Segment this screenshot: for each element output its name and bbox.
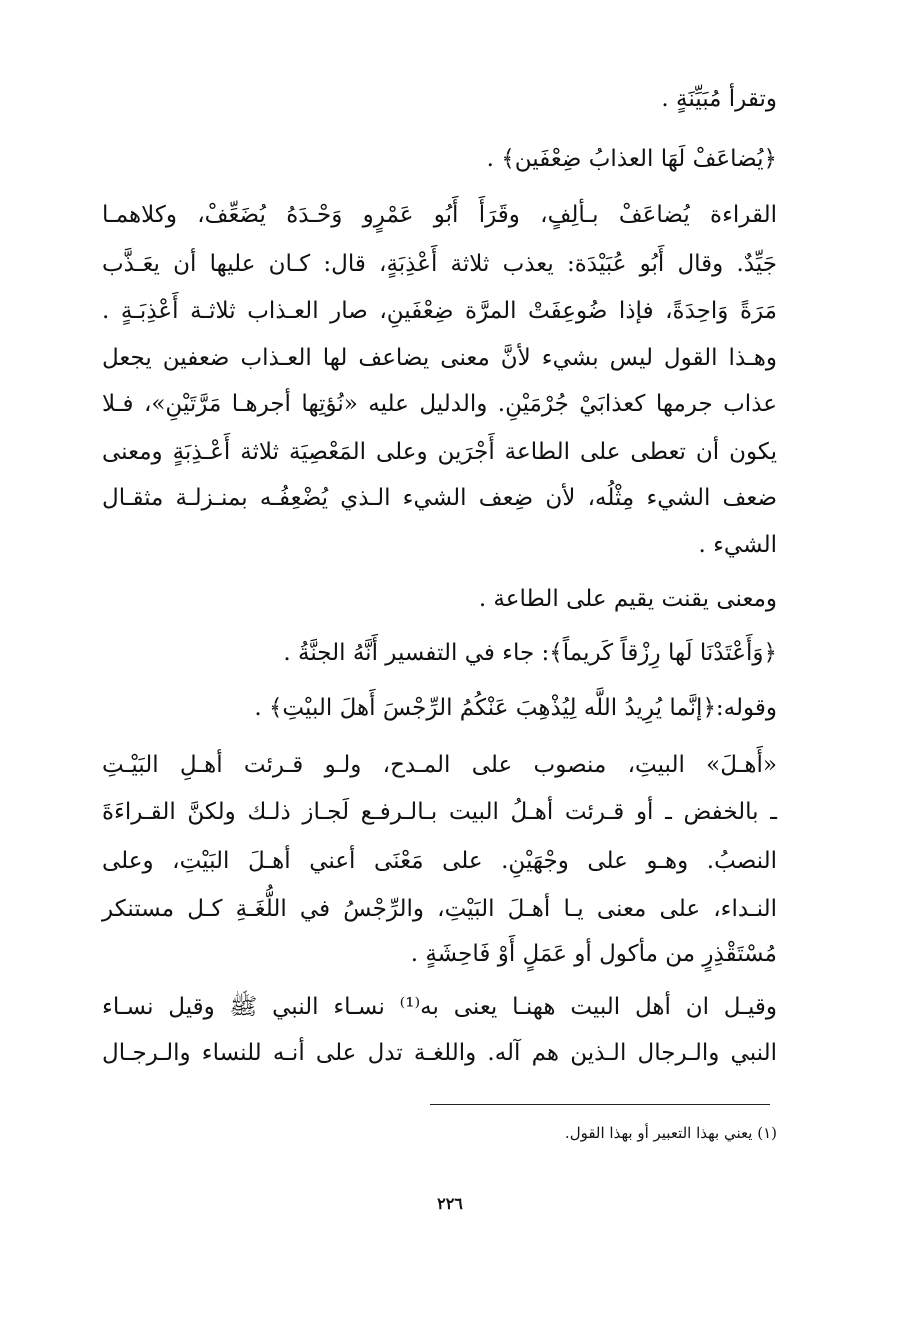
text-line: وتقرأ مُبَيِّنَةٍ .	[661, 86, 777, 112]
quran-verse-line: وقوله:﴿إنَّما يُرِيدُ اللَّه لِيُذْهِبَ عَنْكُمُ الرِّجْسَ أَهلَ البيْتِ﴾ .	[254, 695, 777, 721]
text-line: ومعنى يقنت يقيم على الطاعة .	[478, 586, 777, 612]
text-line: ضعف الشيء مِثْلُه، لأن ضِعف الشيء الـذي يُضْعِفُـه بمنـزلـة مثقـال	[102, 485, 777, 511]
text-line: «أَهـلَ» البيتِ، منصوب على المـدح، ولـو قـرئت أهـلِ البَيْـتِ	[102, 752, 777, 778]
text-line: النصبُ. وهـو على وجْهَيْنِ. على مَعْنَى أعني أهـلَ البَيْتِ، وعلى	[102, 848, 777, 874]
text-line: الشيء .	[698, 532, 777, 558]
footnote-divider	[430, 1104, 770, 1105]
quran-verse-line: ﴿وَأَعْتَدْنَا لَها رِزْقاً كَريماً﴾: جاء في التفسير أَنَّهُ الجنَّةُ .	[283, 640, 777, 666]
text-line: مُسْتَقْذِرٍ من مأكول أو عَمَلٍ أَوْ فَاحِشَةٍ .	[410, 941, 777, 967]
text-line: القراءة يُضاعَفْ بـألِفٍ، وقَرَأَ أَبُو عَمْرٍو وَحْـدَهُ يُضَعِّفْ، وكلاهمـا	[102, 202, 777, 228]
text-line: النبي والـرجال الـذين هم آله. واللغـة تدل على أنـه للنساء والـرجـال	[102, 1040, 777, 1066]
text-line: وقيـل ان أهل البيت ههنـا يعنى به⁽¹⁾ نسـاء النبي ﷺ وقيل نسـاء	[102, 994, 777, 1020]
text-line: جَيِّدٌ. وقال أَبُو عُبَيْدَة: يعذب ثلاثة أَعْذِبَةٍ، قال: كـان عليها أن يعَـذَّب	[102, 251, 777, 277]
page-number: ٢٢٦	[437, 1194, 463, 1213]
text-line: ـ بالخفض ـ أو قـرئت أهـلُ البيت بـالـرفـع لَجـاز ذلـك ولكنَّ القـراءَةَ	[102, 799, 777, 825]
text-line: يكون أن تعطى على الطاعة أَجْرَين وعلى المَعْصِيَة ثلاثة أَعْـذِبَةٍ ومعنى	[102, 439, 777, 465]
text-line: مَرَةً وَاحِدَةً، فإذا ضُوعِفَتْ المرَّة ضِعْفَينِ، صار العـذاب ثلاثـة أَعْذِبَـةٍ .	[102, 298, 777, 324]
quran-verse-line: ﴿يُضاعَفْ لَهَا العذابُ ضِعْفَين﴾ .	[486, 146, 777, 172]
text-line: وهـذا القول ليس بشيء لأنَّ معنى يضاعف لها العـذاب ضعفين يجعل	[102, 345, 777, 371]
text-line: عذاب جرمها كعذابَيْ جُرْمَيْنِ. والدليل عليه «نُؤتِها أجرهـا مَرَّتَيْنِ»، فـلا	[102, 391, 777, 417]
text-line: النـداء، على معنى يـا أهـلَ البَيْتِ، والرِّجْسُ في اللُّغَـةِ كـل مستنكر	[102, 896, 777, 922]
footnote: (١) يعني بهذا التعبير أو بهذا القول.	[564, 1124, 777, 1142]
